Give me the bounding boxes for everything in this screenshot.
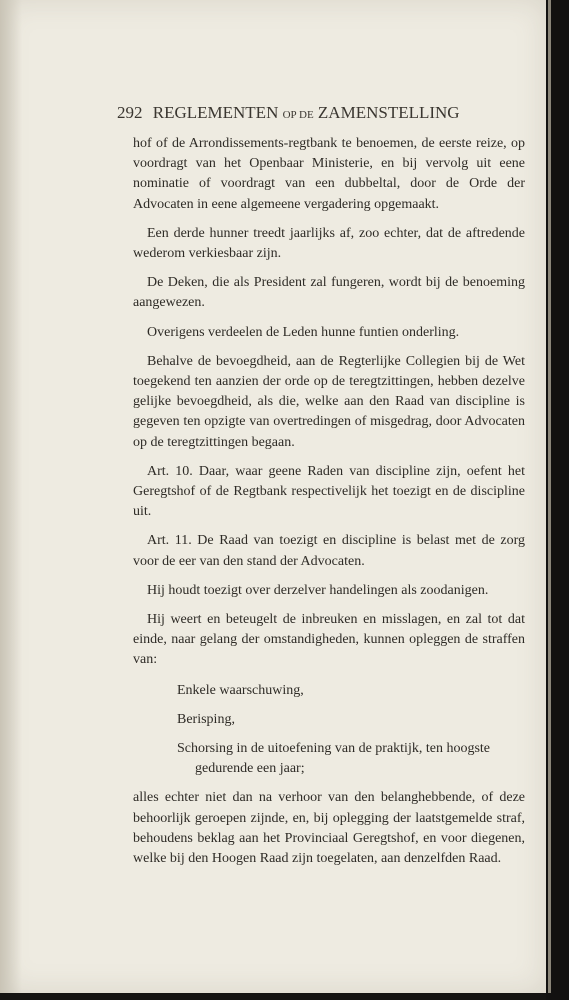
paragraph-continuation: hof of de Arrondissements-regtbank te benoemen, de eerste reize, op voordragt van het Openbaar Ministerie, en bij vervolg uit eene nominatie of voordragt van een dubbeltal, door de Orde der Advocaten in eene algemeene vergadering opgemaakt. (133, 136, 525, 212)
running-header (117, 103, 489, 123)
closing-paragraph: alles echter niet dan na verhoor van den belanghebbende, of deze behoorlijk geroepen zijnde, en, bij oplegging der laatstgemelde straf, behoudens beklag aan het Provinciaal Geregtshof, en voor diegenen, welke bij den Hoogen Raad zijn toegelaten, aan denzelfden Raad. (133, 790, 525, 867)
paragraph: De Deken, die als President zal fungeren, wordt bij de benoeming aangewezen. (133, 275, 525, 311)
paragraph: Hij weert en beteugelt de inbreuken en misslagen, en zal tot dat einde, naar gelang der omstandigheden, kunnen opleggen de straffen van: (133, 612, 525, 668)
scan-border-right (546, 0, 569, 1000)
list-item (177, 739, 525, 779)
list-item: Berisping, (177, 711, 235, 727)
article-11: Art. 11. De Raad van toezigt en discipline is belast met de zorg voor de eer van den stand der Advocaten. (133, 533, 525, 569)
header-title-part-3: ZAMENSTELLING (317, 103, 460, 122)
list-item-line: Schorsing in de uitoefening van de praktijk, ten hoogste (177, 741, 490, 757)
header-title-part-1: REGLEMENTEN (152, 103, 279, 122)
paragraph: Behalve de bevoegdheid, aan de Regterlijke Collegien bij de Wet toegekend ten aanzien der orde op de teregtzittingen, hebben dezelve gelijke bevoegdheid, als die, welke aan den Raad van discipline is gegeven ten opzigte van overtredingen of misgedrag, door Advocaten op de teregtzittingen begaan. (133, 353, 525, 450)
paragraph: Een derde hunner treedt jaarlijks af, zoo echter, dat de aftredende wederom verkiesbaar zijn. (133, 225, 525, 262)
page-number: 292 (117, 103, 143, 122)
header-title-part-2: OP DE (282, 109, 314, 121)
paragraph: Overigens verdeelen de Leden hunne funtien onderling. (147, 324, 460, 340)
list-item: Enkele waarschuwing, (177, 682, 304, 698)
penalty-list (177, 681, 525, 780)
body-text (133, 134, 525, 869)
article-10: Art. 10. Daar, waar geene Raden van discipline zijn, oefent het Geregtshof of de Regtbank respectivelijk het toezigt en de discipline uit. (133, 463, 525, 520)
paragraph: Hij houdt toezigt over derzelver handelingen als zoodanigen. (147, 582, 489, 598)
scan-border-bottom (0, 993, 546, 1000)
list-item-continuation: gedurende een jaar; (195, 761, 305, 777)
